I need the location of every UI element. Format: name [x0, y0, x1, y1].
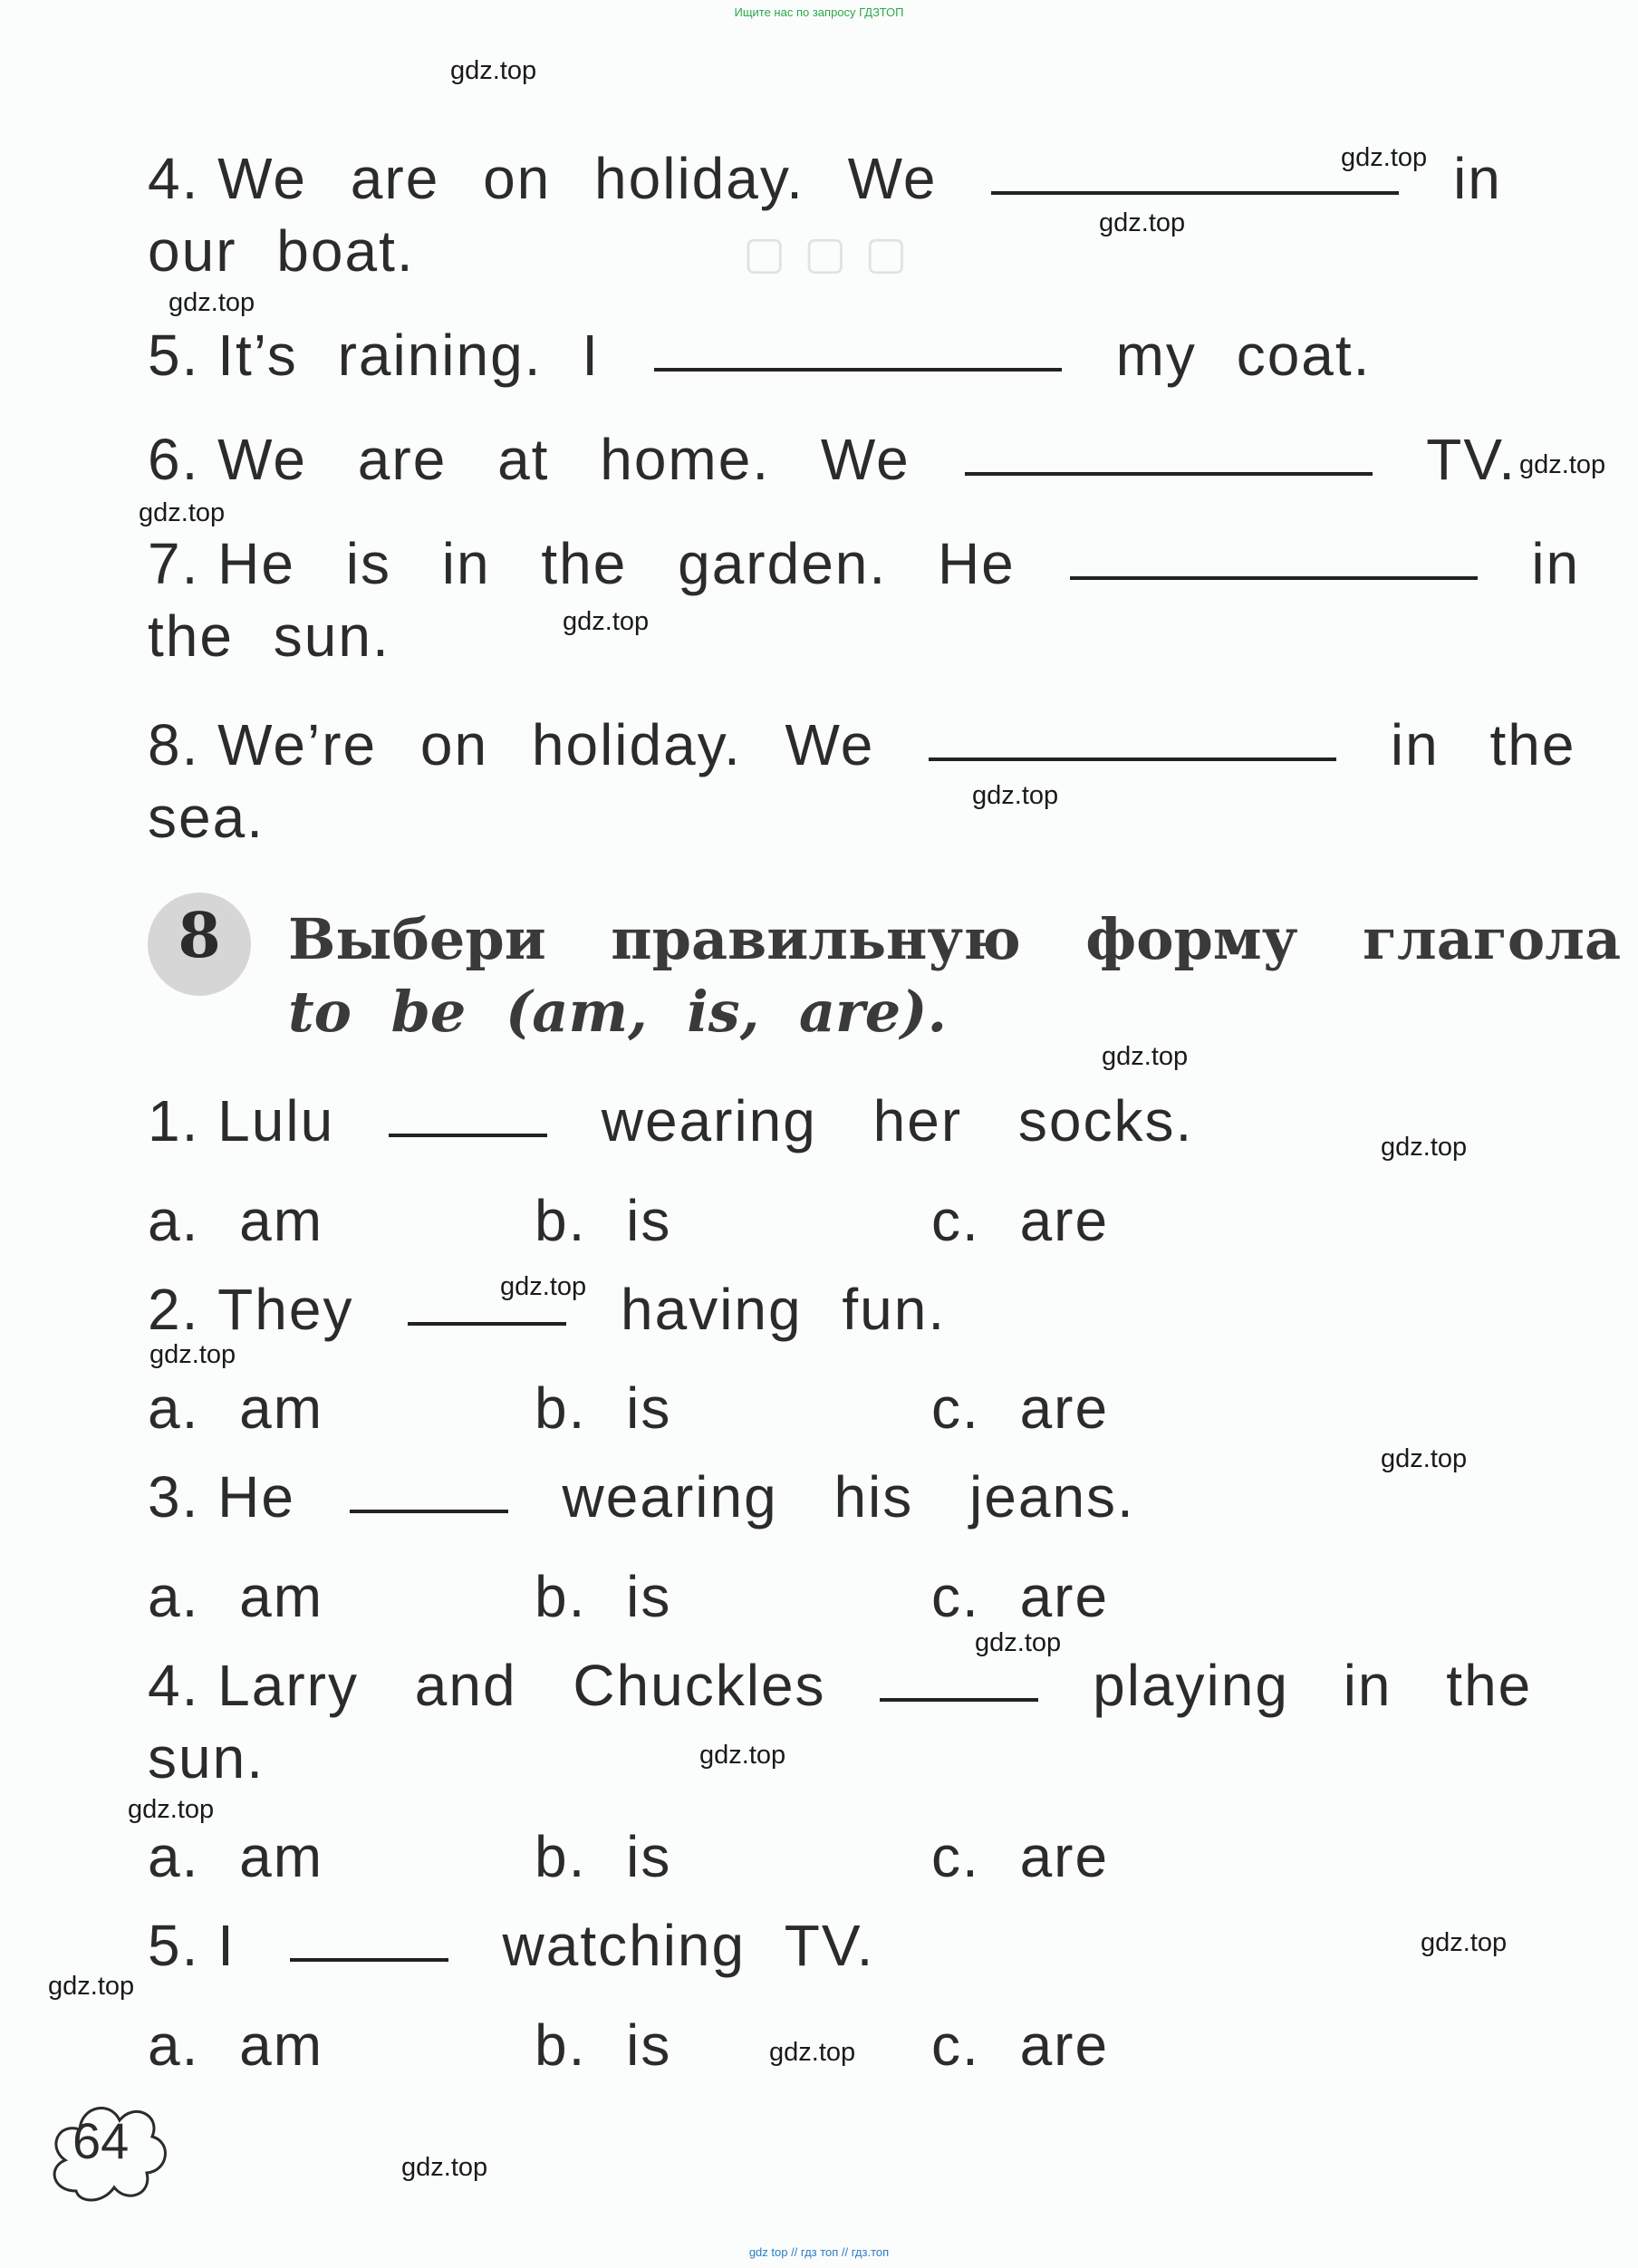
option-b[interactable]: b. is	[535, 2012, 672, 2078]
question-2: 2. They having fun.	[148, 1277, 947, 1342]
watermark: gdz.top	[1519, 450, 1606, 479]
option-a[interactable]: a. am	[148, 2012, 324, 2078]
sentence-7-cont: the sun.	[148, 603, 390, 669]
option-a[interactable]: a. am	[148, 1188, 324, 1253]
answer-blank[interactable]	[654, 367, 1062, 372]
sentence-4-cont: our boat.	[148, 218, 415, 284]
watermark: gdz.top	[769, 2038, 856, 2067]
watermark: gdz.top	[149, 1340, 236, 1369]
option-c[interactable]: c. are	[931, 1375, 1110, 1441]
option-a[interactable]: a. am	[148, 1564, 324, 1629]
question-4: 4. Larry and Chuckles playing in the	[148, 1653, 1533, 1718]
sentence-6: 6. We are at home. We TV.	[148, 427, 1517, 492]
sentence-8: 8. We’re on holiday. We in the	[148, 712, 1576, 777]
watermark: gdz.top	[563, 607, 650, 636]
watermark: gdz.top	[1099, 208, 1186, 237]
option-a[interactable]: a. am	[148, 1824, 324, 1889]
sentence-4: 4. We are on holiday. We in	[148, 146, 1502, 211]
answer-blank[interactable]	[991, 190, 1399, 195]
answer-blank[interactable]	[389, 1133, 547, 1137]
watermark: gdz.top	[1341, 143, 1428, 172]
option-b[interactable]: b. is	[535, 1188, 672, 1253]
footer-note: gdz top // гдз топ // гдз.топ	[748, 2245, 890, 2259]
watermark: gdz.top	[169, 288, 255, 317]
watermark: gdz.top	[1102, 1042, 1189, 1071]
answer-blank[interactable]	[965, 471, 1373, 476]
option-c[interactable]: c. are	[931, 1824, 1110, 1889]
watermark: gdz.top	[128, 1795, 215, 1824]
header-note: Ищите нас по запросу ГДЗТОП	[734, 5, 904, 19]
watermark: gdz.top	[975, 1628, 1062, 1657]
question-1: 1. Lulu wearing her socks.	[148, 1088, 1194, 1153]
option-c[interactable]: c. are	[931, 1564, 1110, 1629]
watermark: gdz.top	[1381, 1133, 1468, 1162]
answer-blank[interactable]	[350, 1509, 508, 1513]
watermark: gdz.top	[1421, 1928, 1508, 1957]
option-b[interactable]: b. is	[535, 1824, 672, 1889]
option-c[interactable]: c. are	[931, 1188, 1110, 1253]
answer-blank[interactable]	[929, 757, 1336, 761]
exercise-instruction: Выбери правильную форму глагола	[288, 906, 1622, 972]
bleed-through: ▢ ▢ ▢	[743, 227, 911, 278]
option-b[interactable]: b. is	[535, 1375, 672, 1441]
answer-blank[interactable]	[290, 1957, 448, 1962]
watermark: gdz.top	[972, 781, 1059, 810]
question-5: 5. I watching TV.	[148, 1913, 875, 1978]
answer-blank[interactable]	[408, 1321, 566, 1326]
answer-blank[interactable]	[1070, 575, 1478, 580]
watermark: gdz.top	[450, 56, 537, 85]
watermark: gdz.top	[139, 498, 226, 527]
sentence-7: 7. He is in the garden. He in	[148, 531, 1581, 596]
watermark: gdz.top	[699, 1741, 786, 1770]
watermark: gdz.top	[500, 1272, 587, 1301]
sentence-5: 5. It’s raining. I my coat.	[148, 323, 1372, 388]
watermark: gdz.top	[1381, 1444, 1468, 1473]
option-c[interactable]: c. are	[931, 2012, 1110, 2078]
exercise-number: 8	[178, 900, 221, 972]
option-b[interactable]: b. is	[535, 1564, 672, 1629]
watermark: gdz.top	[48, 1972, 135, 2001]
exercise-instruction-italic: to be (am, is, are).	[288, 979, 948, 1045]
sentence-8-cont: sea.	[148, 785, 265, 850]
watermark: gdz.top	[401, 2153, 488, 2182]
page-number: 64	[72, 2112, 130, 2169]
option-a[interactable]: a. am	[148, 1375, 324, 1441]
question-3: 3. He wearing his jeans.	[148, 1464, 1135, 1530]
answer-blank[interactable]	[880, 1697, 1038, 1702]
question-4-cont: sun.	[148, 1725, 265, 1790]
